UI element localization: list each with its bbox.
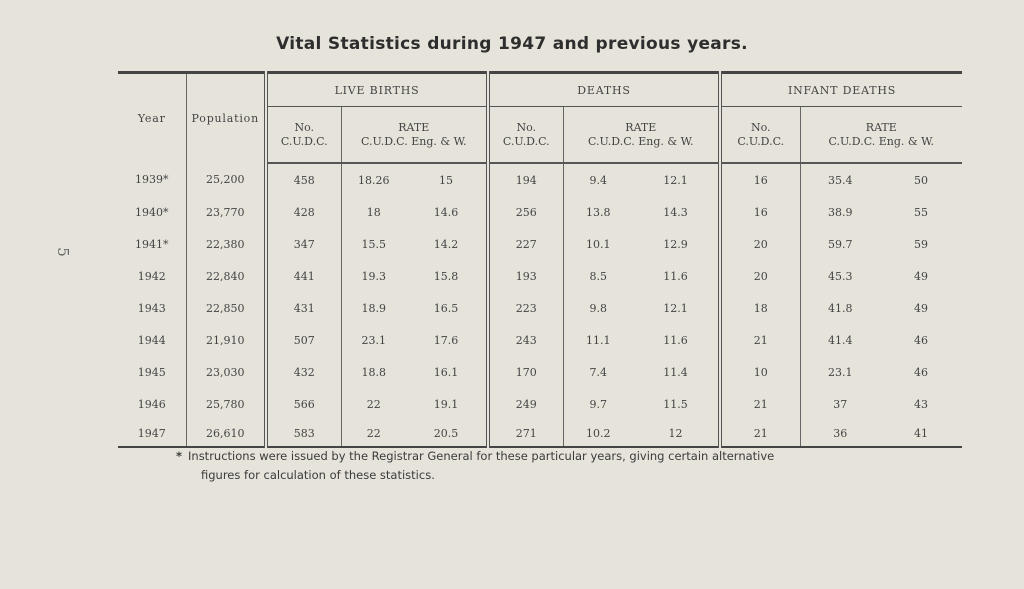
deaths-rate-cudc-cell: 9.8	[563, 292, 633, 324]
deaths-rate-ew-cell: 11.6	[663, 333, 688, 347]
deaths-rate-ew-cell: 11.5	[663, 397, 688, 411]
population-cell: 25,780	[186, 388, 266, 420]
live-births-rate-ew-cell: 17.6	[433, 333, 459, 347]
population-cell: 23,770	[186, 196, 266, 228]
year-cell: 1943	[137, 301, 166, 315]
vital-statistics-table	[118, 71, 962, 448]
table-row	[118, 196, 962, 228]
year-cell: 1947	[118, 420, 186, 447]
live-births-rate-ew-cell: 19.1	[433, 397, 459, 411]
deaths-rate-header: RATE C.U.D.C. Eng. & W.	[563, 107, 720, 164]
year-cell: 1942	[137, 269, 166, 283]
year-cell: 1945	[137, 365, 166, 379]
infant-deaths-no-cell: 18	[720, 292, 800, 324]
table-row	[118, 324, 962, 356]
infant-deaths-rate-ew-cell: 46	[914, 365, 929, 379]
deaths-rate-cudc-cell: 10.1	[563, 228, 633, 260]
deaths-no-cell: 227	[488, 228, 563, 260]
live-births-no-cell: 583	[266, 420, 341, 447]
year-header: Year	[118, 73, 186, 164]
year-cell: 1946	[137, 397, 166, 411]
live-births-no-cell: 347	[266, 228, 341, 260]
infant-deaths-header: INFANT DEATHS	[720, 73, 962, 107]
table-row	[118, 388, 962, 420]
year-cell: 1941*	[135, 237, 169, 251]
deaths-rate-cudc-cell: 9.7	[563, 388, 633, 420]
population-cell: 23,030	[186, 356, 266, 388]
infant-deaths-no-cell: 20	[720, 228, 800, 260]
deaths-header: DEATHS	[488, 73, 720, 107]
live-births-no-cell: 432	[266, 356, 341, 388]
infant-deaths-rate-ew-cell: 59	[914, 237, 929, 251]
infant-deaths-no-cell: 16	[720, 163, 800, 196]
live-births-no-header: No. C.U.D.C.	[266, 107, 341, 164]
footnote-line-2: figures for calculation of these statistics.	[201, 468, 435, 482]
infant-deaths-no-cell: 21	[720, 420, 800, 447]
infant-deaths-no-cell: 20	[720, 260, 800, 292]
deaths-rate-cudc-cell: 7.4	[563, 356, 633, 388]
deaths-no-cell: 194	[488, 163, 563, 196]
live-births-rate-cudc-cell: 18.26	[341, 163, 406, 196]
infant-deaths-no-cell: 21	[720, 388, 800, 420]
year-cell: 1940*	[135, 205, 169, 219]
infant-deaths-no-cell: 10	[720, 356, 800, 388]
table-row	[118, 292, 962, 324]
infant-deaths-rate-cudc-cell: 41.8	[800, 292, 880, 324]
infant-deaths-rate-cudc-cell: 23.1	[800, 356, 880, 388]
infant-deaths-rate-cudc-cell: 36	[800, 420, 880, 447]
live-births-rate-cudc-cell: 19.3	[341, 260, 406, 292]
deaths-rate-ew-cell: 12.1	[663, 301, 688, 315]
live-births-rate-cudc-cell: 18.9	[341, 292, 406, 324]
live-births-no-cell: 428	[266, 196, 341, 228]
page-number: 5	[53, 247, 72, 257]
infant-deaths-no-header: No. C.U.D.C.	[720, 107, 800, 164]
deaths-no-cell: 193	[488, 260, 563, 292]
population-cell: 22,850	[186, 292, 266, 324]
population-cell: 26,610	[186, 420, 266, 447]
live-births-no-cell: 566	[266, 388, 341, 420]
deaths-rate-cudc-cell: 10.2	[563, 420, 633, 447]
live-births-rate-cudc-cell: 18	[341, 196, 406, 228]
deaths-rate-ew-cell: 12.1	[663, 173, 688, 187]
year-cell: 1944	[137, 333, 166, 347]
deaths-no-cell: 170	[488, 356, 563, 388]
infant-deaths-rate-ew-cell: 46	[914, 333, 929, 347]
live-births-rate-ew-cell: 14.2	[433, 237, 459, 251]
live-births-no-cell: 431	[266, 292, 341, 324]
live-births-rate-ew-cell: 14.6	[433, 205, 459, 219]
infant-deaths-no-cell: 16	[720, 196, 800, 228]
live-births-rate-ew-cell: 15.8	[433, 269, 459, 283]
live-births-no-cell: 507	[266, 324, 341, 356]
population-header: Population	[186, 73, 266, 164]
deaths-no-header: No. C.U.D.C.	[488, 107, 563, 164]
table-row	[118, 420, 962, 447]
deaths-rate-ew-cell: 11.4	[663, 365, 688, 379]
infant-deaths-rate-header: RATE C.U.D.C. Eng. & W.	[800, 107, 962, 164]
infant-deaths-rate-ew-cell: 50	[914, 173, 929, 187]
infant-deaths-rate-ew-cell: 55	[914, 205, 929, 219]
infant-deaths-rate-ew-cell: 49	[914, 269, 929, 283]
population-cell: 25,200	[186, 163, 266, 196]
table-row	[118, 260, 962, 292]
live-births-no-cell: 441	[266, 260, 341, 292]
infant-deaths-rate-cudc-cell: 35.4	[800, 163, 880, 196]
infant-deaths-no-cell: 21	[720, 324, 800, 356]
deaths-rate-cudc-cell: 9.4	[563, 163, 633, 196]
infant-deaths-rate-cudc-cell: 59.7	[800, 228, 880, 260]
infant-deaths-rate-ew-cell: 41	[880, 420, 962, 447]
table-row	[118, 228, 962, 260]
deaths-no-cell: 249	[488, 388, 563, 420]
infant-deaths-rate-cudc-cell: 38.9	[800, 196, 880, 228]
deaths-rate-ew-cell: 12	[633, 420, 720, 447]
deaths-rate-cudc-cell: 13.8	[563, 196, 633, 228]
year-cell: 1939*	[135, 173, 169, 186]
live-births-rate-ew-cell: 16.1	[433, 365, 459, 379]
live-births-rate-ew-cell: 16.5	[433, 301, 459, 315]
live-births-rate-cudc-cell: 18.8	[341, 356, 406, 388]
live-births-rate-cudc-cell: 22	[341, 388, 406, 420]
live-births-rate-cudc-cell: 23.1	[341, 324, 406, 356]
live-births-rate-cudc-cell: 15.5	[341, 228, 406, 260]
deaths-rate-ew-cell: 14.3	[663, 205, 688, 219]
deaths-rate-cudc-cell: 11.1	[563, 324, 633, 356]
population-cell: 22,380	[186, 228, 266, 260]
infant-deaths-rate-cudc-cell: 41.4	[800, 324, 880, 356]
deaths-rate-cudc-cell: 8.5	[563, 260, 633, 292]
infant-deaths-rate-ew-cell: 49	[914, 301, 929, 315]
live-births-rate-ew-cell: 20.5	[406, 420, 488, 447]
deaths-no-cell: 256	[488, 196, 563, 228]
live-births-header: LIVE BIRTHS	[266, 73, 488, 107]
table-row	[118, 163, 962, 196]
deaths-no-cell: 243	[488, 324, 563, 356]
table-body	[118, 163, 962, 447]
infant-deaths-rate-cudc-cell: 45.3	[800, 260, 880, 292]
live-births-no-cell: 458	[266, 163, 341, 196]
deaths-rate-ew-cell: 12.9	[663, 237, 688, 251]
population-cell: 21,910	[186, 324, 266, 356]
page-title: Vital Statistics during 1947 and previous years.	[276, 34, 748, 54]
footnote-star: *	[176, 449, 183, 463]
footnote	[176, 447, 916, 485]
infant-deaths-rate-cudc-cell: 37	[800, 388, 880, 420]
deaths-no-cell: 271	[488, 420, 563, 447]
live-births-rate-header: RATE C.U.D.C. Eng. & W.	[341, 107, 488, 164]
table-row	[118, 356, 962, 388]
live-births-rate-cudc-cell: 22	[341, 420, 406, 447]
footnote-line-1: Instructions were issued by the Registrar General for these particular years, giving certain alternative	[188, 449, 775, 463]
population-cell: 22,840	[186, 260, 266, 292]
live-births-rate-ew-cell: 15	[439, 173, 454, 187]
deaths-rate-ew-cell: 11.6	[663, 269, 688, 283]
deaths-no-cell: 223	[488, 292, 563, 324]
infant-deaths-rate-ew-cell: 43	[914, 397, 929, 411]
